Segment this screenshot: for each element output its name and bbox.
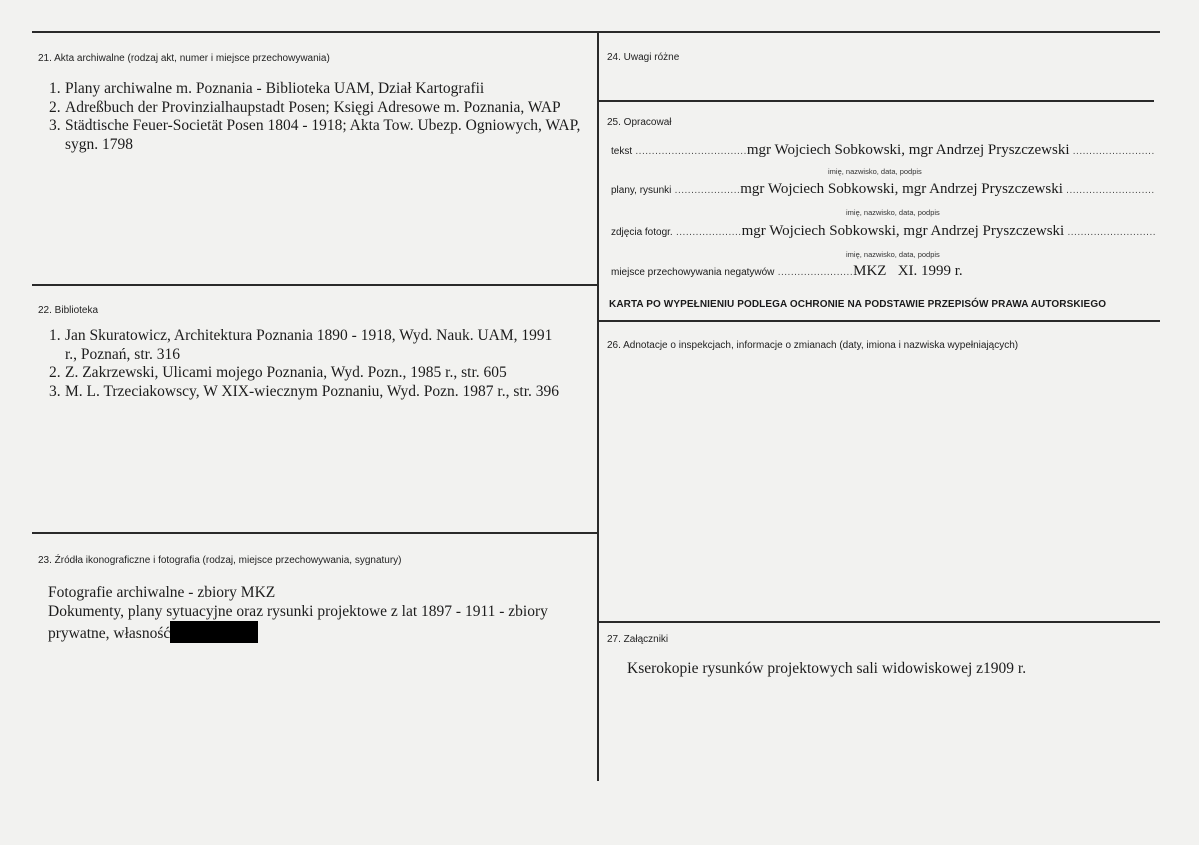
field-caption: imię, nazwisko, data, podpis — [846, 250, 940, 259]
dot-leader: .................... — [672, 227, 742, 238]
top-border-line — [32, 31, 1160, 33]
dot-leader: ......................... — [1069, 146, 1155, 157]
list-item: 3. M. L. Trzeciakowscy, W XIX-wiecznym Poznaniu, Wyd. Pozn. 1987 r., str. 396 — [49, 382, 560, 400]
field-row-text: tekst ..................................mgr Wojciech Sobkowski, mgr Andrzej Pryszczewski ......................... — [611, 142, 1155, 158]
field-row-photos: zdjęcia fotogr. ....................mgr Wojciech Sobkowski, mgr Andrzej Pryszczewski ........................... — [611, 223, 1156, 239]
dot-leader: ........................... — [1064, 227, 1156, 238]
section-27-title: 27. Załączniki — [607, 634, 669, 645]
divider-25-26 — [598, 320, 1160, 322]
section-23-title: 23. Źródła ikonograficzne i fotografia (rodzaj, miejsce przechowywania, sygnatury) — [38, 555, 402, 566]
section-21-list — [37, 80, 587, 154]
section-22-list — [37, 327, 587, 401]
section-23-line-2: Dokumenty, plany sytuacyjne oraz rysunki projektowe z lat 1897 - 1911 - zbiory — [48, 602, 548, 620]
center-divider-line — [597, 31, 599, 781]
section-23-content — [48, 584, 588, 644]
section-25-title: 25. Opracował — [607, 117, 672, 128]
section-21-title: 21. Akta archiwalne (rodzaj akt, numer i miejsce przechowywania) — [38, 53, 330, 64]
section-23-line-3: prywatne, własność — [48, 621, 588, 644]
dot-leader: .................... — [671, 185, 741, 196]
field-row-negatives: miejsce przechowywania negatywów .......................MKZ XI. 1999 r. — [611, 263, 963, 279]
section-26-title: 26. Adnotacje o inspekcjach, informacje o zmianach (daty, imiona i nazwiska wypełniających) — [607, 340, 1019, 351]
field-caption: imię, nazwisko, data, podpis — [828, 167, 922, 176]
section-27-content: Kserokopie rysunków projektowych sali widowiskowej z1909 r. — [627, 660, 1027, 677]
section-24-title: 24. Uwagi różne — [607, 52, 680, 63]
list-item: 2. Adreßbuch der Provinzialhaupstadt Posen; Księgi Adresowe m. Poznania, WAP — [49, 98, 561, 116]
dot-leader: ....................... — [774, 267, 854, 278]
list-item: 1. Plany archiwalne m. Poznania - Biblioteka UAM, Dział Kartografii — [49, 80, 485, 97]
field-value: mgr Wojciech Sobkowski, mgr Andrzej Pryszczewski — [740, 181, 1063, 197]
field-value: mgr Wojciech Sobkowski, mgr Andrzej Pryszczewski — [741, 223, 1065, 239]
divider-24-25 — [598, 100, 1154, 102]
list-item: 2. Z. Zakrzewski, Ulicami mojego Poznania, Wyd. Pozn., 1985 r., str. 605 — [49, 364, 507, 381]
list-item: 1. Jan Skuratowicz, Architektura Poznania 1890 - 1918, Wyd. Nauk. UAM, 1991 r., Poznań, str. 316 — [49, 327, 553, 363]
dot-leader: ........................... — [1062, 185, 1155, 196]
field-value: MKZ XI. 1999 r. — [853, 263, 963, 279]
section-23-line-1: Fotografie archiwalne - zbiory MKZ — [48, 584, 276, 601]
redaction-box — [170, 621, 258, 643]
copyright-notice: KARTA PO WYPEŁNIENIU PODLEGA OCHRONIE NA PODSTAWIE PRZEPISÓW PRAWA AUTORSKIEGO — [609, 299, 1107, 310]
divider-22-23 — [32, 532, 598, 534]
section-22-title: 22. Biblioteka — [38, 305, 99, 316]
divider-21-22 — [32, 284, 598, 286]
divider-26-27 — [598, 621, 1160, 623]
field-caption: imię, nazwisko, data, podpis — [846, 208, 940, 217]
dot-leader: .................................. — [632, 146, 747, 157]
field-value: mgr Wojciech Sobkowski, mgr Andrzej Pryszczewski — [746, 142, 1070, 158]
field-row-plans: plany, rysunki ....................mgr Wojciech Sobkowski, mgr Andrzej Pryszczewski ........................... — [611, 181, 1155, 197]
list-item: 3. Städtische Feuer-Societät Posen 1804 - 1918; Akta Tow. Ubezp. Ogniowych, WAP, sygn. 1798 — [49, 117, 581, 153]
